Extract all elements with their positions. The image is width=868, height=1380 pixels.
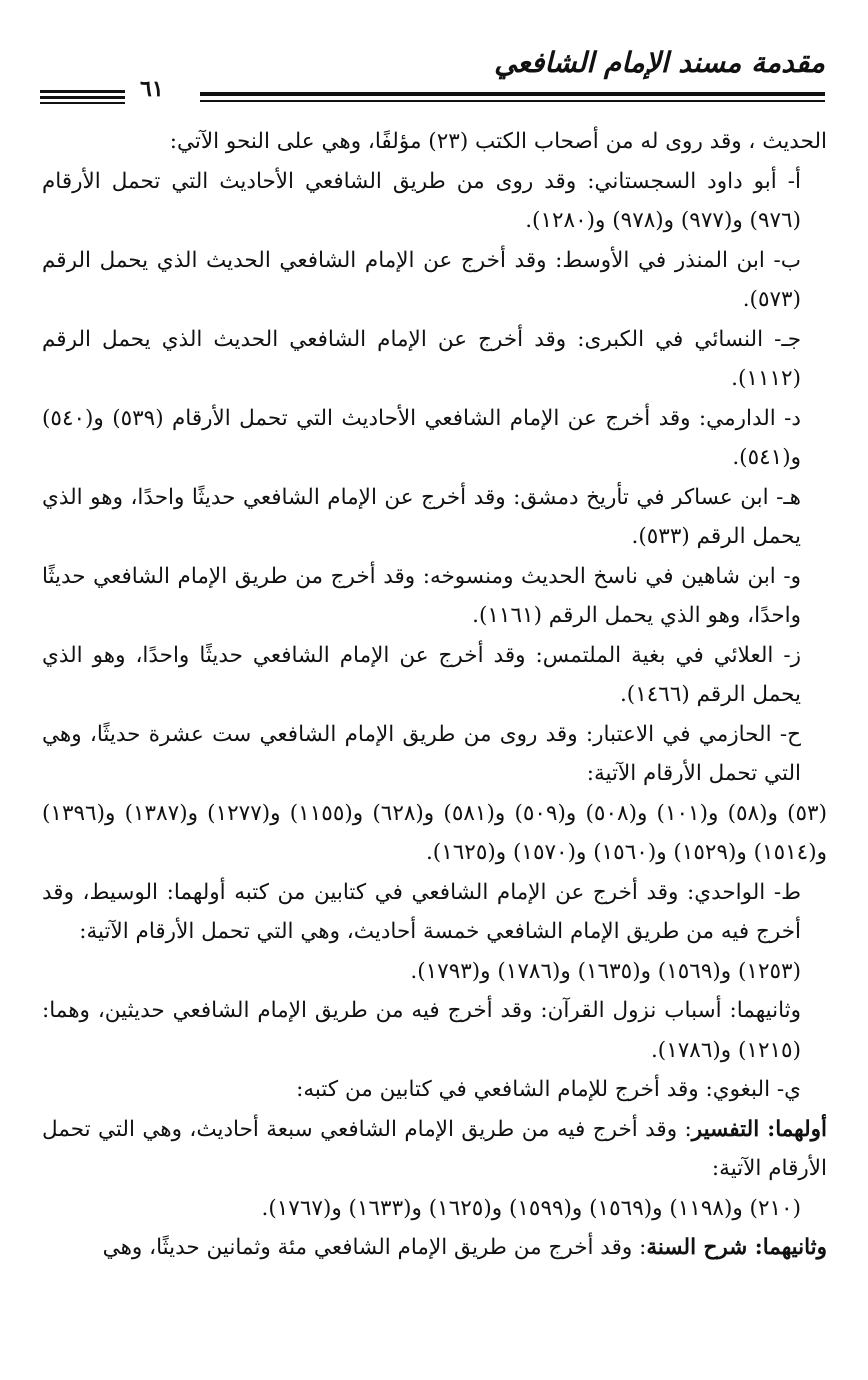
item-label: أولهما: التفسير	[691, 1116, 827, 1142]
header-rule-thin	[200, 100, 825, 102]
page-header	[40, 40, 825, 110]
list-item: و- ابن شاهين في ناسخ الحديث ومنسوخه: وقد أخرج من طريق الإمام الشافعي حديثًا واحدًا، وهو الذي يحمل الرقم (١١٦١).	[42, 563, 801, 628]
list-item: ب- ابن المنذر في الأوسط: وقد أخرج عن الإمام الشافعي الحديث الذي يحمل الرقم (٥٧٣).	[42, 247, 801, 312]
page-body	[42, 122, 827, 1268]
header-rule-left	[40, 102, 125, 104]
header-rule-left	[40, 96, 125, 99]
running-title: مقدمة مسند الإمام الشافعي	[494, 46, 825, 79]
item-text: : وقد أخرج من طريق الإمام الشافعي مئة وثمانين حديثًا، وهي	[102, 1235, 647, 1260]
number-list: (١٢٥٣) و(١٥٦٩) و(١٦٣٥) و(١٧٨٦) و(١٧٩٣).	[410, 958, 801, 984]
list-item: وثانيهما: أسباب نزول القرآن: وقد أخرج فيه من طريق الإمام الشافعي حديثين، وهما: (١٢١٥) و(١٧٨٦).	[42, 998, 801, 1063]
header-rule-left	[40, 90, 125, 93]
list-item	[42, 1228, 827, 1268]
item-text: : وقد أخرج فيه من طريق الإمام الشافعي سبعة أحاديث، وهي التي تحمل الأرقام الآتية:	[42, 1116, 827, 1181]
item-label: وثانيهما: شرح السنة	[646, 1235, 827, 1260]
list-item: ط- الواحدي: وقد أخرج عن الإمام الشافعي في كتابين من كتبه أولهما: الوسيط، وقد أخرج فيه من طريق الإمام الشافعي خمسة أحاديث، وهي التي تحمل الأرقام الآتية:	[42, 879, 801, 944]
page-number: ٦١	[140, 76, 164, 102]
header-rule	[200, 92, 825, 96]
list-item	[42, 1110, 827, 1189]
list-item: جـ- النسائي في الكبرى: وقد أخرج عن الإمام الشافعي الحديث الذي يحمل الرقم (١١١٢).	[42, 326, 801, 391]
number-list: (٢١٠) و(١١٩٨) و(١٥٦٩) و(١٥٩٩) و(١٦٢٥) و(١٦٣٣) و(١٧٦٧).	[261, 1195, 801, 1221]
list-item: ي- البغوي: وقد أخرج للإمام الشافعي في كتابين من كتبه:	[296, 1077, 801, 1102]
list-item: ح- الحازمي في الاعتبار: وقد روى من طريق الإمام الشافعي ست عشرة حديثًا، وهي التي تحمل الأرقام الآتية:	[42, 721, 801, 786]
list-item: هـ- ابن عساكر في تأريخ دمشق: وقد أخرج عن الإمام الشافعي حديثًا واحدًا، وهو الذي يحمل الرقم (٥٣٣).	[42, 484, 801, 549]
number-list: (٥٣) و(٥٨) و(١٠١) و(٥٠٨) و(٥٠٩) و(٥٨١) و(٦٢٨) و(١١٥٥) و(١٢٧٧) و(١٣٨٧) و(١٣٩٦) و(١٥١٤) و(١٥٢٩) و(١٥٦٠) و(١٥٧٠) و(١٦٢٥).	[42, 800, 827, 865]
paragraph: الحديث ، وقد روى له من أصحاب الكتب (٢٣) مؤلفًا، وهي على النحو الآتي:	[169, 129, 827, 154]
list-item: د- الدارمي: وقد أخرج عن الإمام الشافعي الأحاديث التي تحمل الأرقام (٥٣٩) و(٥٤٠) و(٥٤١).	[42, 405, 801, 470]
list-item: ز- العلائي في بغية الملتمس: وقد أخرج عن الإمام الشافعي حديثًا واحدًا، وهو الذي يحمل الرقم (١٤٦٦).	[42, 642, 801, 707]
list-item: أ- أبو داود السجستاني: وقد روى من طريق الشافعي الأحاديث التي تحمل الأرقام (٩٧٦) و(٩٧٧) و(٩٧٨) و(١٢٨٠).	[42, 168, 801, 233]
